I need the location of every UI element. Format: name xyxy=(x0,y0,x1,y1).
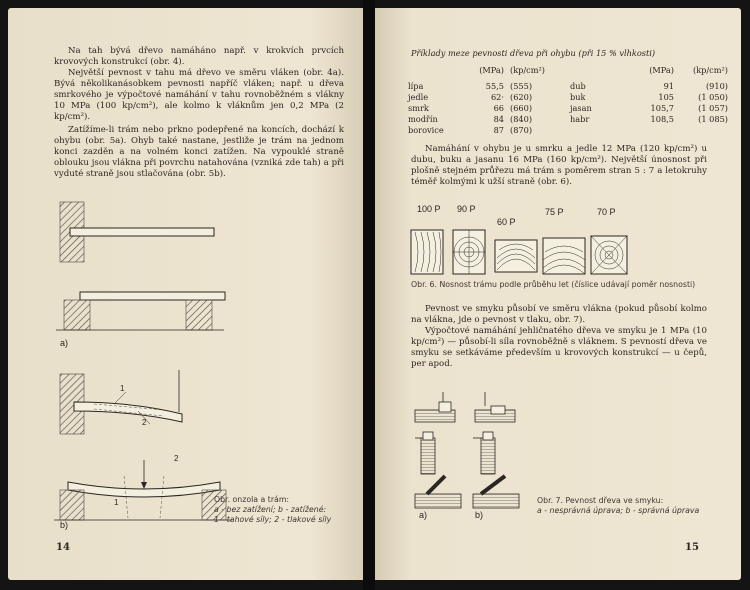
figure-label-b: b) xyxy=(60,520,69,530)
table-row xyxy=(405,91,731,102)
page-number: 14 xyxy=(56,542,70,553)
page-number: 15 xyxy=(685,542,699,553)
caption-line: Obr. onzola a trám: xyxy=(214,495,290,504)
fig6-label: 90 P xyxy=(457,204,476,214)
table-cell: (555) xyxy=(510,80,533,91)
table-row xyxy=(405,124,731,135)
table-cell: 66 xyxy=(493,102,504,113)
table-cell: (1 085) xyxy=(698,113,728,124)
table-cell: habr xyxy=(570,113,590,124)
table-cell xyxy=(677,124,731,135)
figure-label-1b: 1 xyxy=(114,498,119,507)
table-cell: jedle xyxy=(408,91,429,102)
table-cell: lípa xyxy=(408,80,424,91)
figure-5-beams xyxy=(54,198,254,538)
book-gutter xyxy=(363,0,375,590)
table-cell xyxy=(627,124,677,135)
right-page xyxy=(375,8,741,580)
table-row xyxy=(405,113,731,124)
fig7-label-b: b) xyxy=(475,510,484,520)
figure-6-cross-sections xyxy=(409,216,649,278)
table-cell xyxy=(567,124,627,135)
left-page xyxy=(8,8,363,580)
table-cell: (910) xyxy=(705,80,728,91)
header-kp: (kp/cm²) xyxy=(510,64,545,75)
table-cell: 87 xyxy=(493,124,504,135)
fig6-label: 75 P xyxy=(545,207,564,217)
header-kp: (kp/cm²) xyxy=(693,64,728,75)
figure-label-2b: 2 xyxy=(174,454,179,463)
table-cell: borovice xyxy=(408,124,444,135)
table-cell: 105,7 xyxy=(650,102,674,113)
table-cell: 84 xyxy=(493,113,504,124)
table-row xyxy=(405,102,731,113)
figure-label-2: 2 xyxy=(142,418,147,427)
table-cell: (660) xyxy=(510,102,533,113)
table-cell: modřín xyxy=(408,113,438,124)
caption-line: Obr. 7. Pevnost dřeva ve smyku: xyxy=(537,496,664,505)
table-cell: (1 057) xyxy=(698,102,728,113)
figure-5-caption xyxy=(214,495,359,525)
table-cell: 62· xyxy=(490,91,504,102)
table-cell: (840) xyxy=(510,113,533,124)
fig6-label: 100 P xyxy=(417,204,441,214)
table-cell: 108,5 xyxy=(650,113,674,124)
paragraph: Zatížíme-li trám nebo prkno podepřené na koncích, dochází k ohybu (obr. 5a). Ohyb také nastane, jestliže je trám na jednom konci zazděn a na volném konci zatížen. Na vypouklé straně oblouku jsou vlákna při povrchu natahována (vzniká zde tah) a při vyduté straně jsou stlačována (obr. 5b). xyxy=(54,125,344,179)
table-cell: (870) xyxy=(510,124,533,135)
figure-7-joints xyxy=(411,392,531,522)
table-cell: 91 xyxy=(663,80,674,91)
table-cell: smrk xyxy=(408,102,429,113)
figure-7-caption xyxy=(537,496,727,516)
figure-label-a: a) xyxy=(60,338,69,348)
left-text xyxy=(54,46,344,180)
fig6-label: 70 P xyxy=(597,207,616,217)
caption-line: a - bez zatížení; b - zatížené: xyxy=(214,505,327,514)
table-cell: buk xyxy=(570,91,586,102)
table-cell: jasan xyxy=(570,102,592,113)
paragraph: Výpočtové namáhání jehličnatého dřeva ve smyku je 1 MPa (10 kp/cm²) — působí-li síla rovnoběžně s vláknem. S pevností dřeva ve smyku se setkáváme především u krovových konstrukcí — u čepů, per apod. xyxy=(411,326,707,369)
table-header-row xyxy=(405,64,731,75)
table-cell: (1 050) xyxy=(698,91,728,102)
table-title: Příklady meze pevnosti dřeva při ohybu (při 15 % vlhkosti) xyxy=(411,48,656,58)
fig6-label: 60 P xyxy=(497,217,516,227)
figure-label-1: 1 xyxy=(120,384,125,393)
table-cell: (620) xyxy=(510,91,533,102)
caption-line: 1 - tahové síly; 2 - tlakové síly xyxy=(214,515,332,524)
table-cell: 55,5 xyxy=(485,80,504,91)
paragraph: Na tah bývá dřevo namáháno např. v krokvích prvcích krovových konstrukcí (obr. 4). xyxy=(54,46,344,67)
paragraph: Pevnost ve smyku působí ve směru vlákna (pokud působí kolmo na vlákna, jde o pevnost v tlaku, obr. 7). xyxy=(411,304,707,325)
table-cell: dub xyxy=(570,80,586,91)
paragraph: Namáhání v ohybu je u smrku a jedle 12 MPa (120 kp/cm²) u dubu, buku a jasanu 16 MPa (160 kp/cm²). Největší únosnost při plošně stejném průřezu má trám s poměrem stran 5 : 7 a letokruhy téměř kolmými k užší straně (obr. 6). xyxy=(411,144,707,187)
figure-6-caption: Obr. 6. Nosnost trámu podle průběhu let (číslice udávají poměr nosnosti) xyxy=(411,280,696,289)
fig7-label-a: a) xyxy=(419,510,428,520)
table-row xyxy=(405,80,731,91)
paragraph: Největší pevnost v tahu má dřevo ve směru vláken (obr. 4a). Bývá několikanásobkem pevnosti napříč vláken; např. u dřeva smrkového je výpočtové namáhání v tahu rovnoběžném s vlákny 10 MPa (100 kp/cm²), ale kolmo k vláknům jen 0,2 MPa (2 kp/cm²). xyxy=(54,68,344,122)
strength-table xyxy=(405,64,731,135)
header-mpa: (MPa) xyxy=(479,64,504,75)
caption-line: a - nesprávná úprava; b - správná úprava xyxy=(537,506,700,515)
header-mpa: (MPa) xyxy=(649,64,674,75)
table-cell: 105 xyxy=(658,91,674,102)
